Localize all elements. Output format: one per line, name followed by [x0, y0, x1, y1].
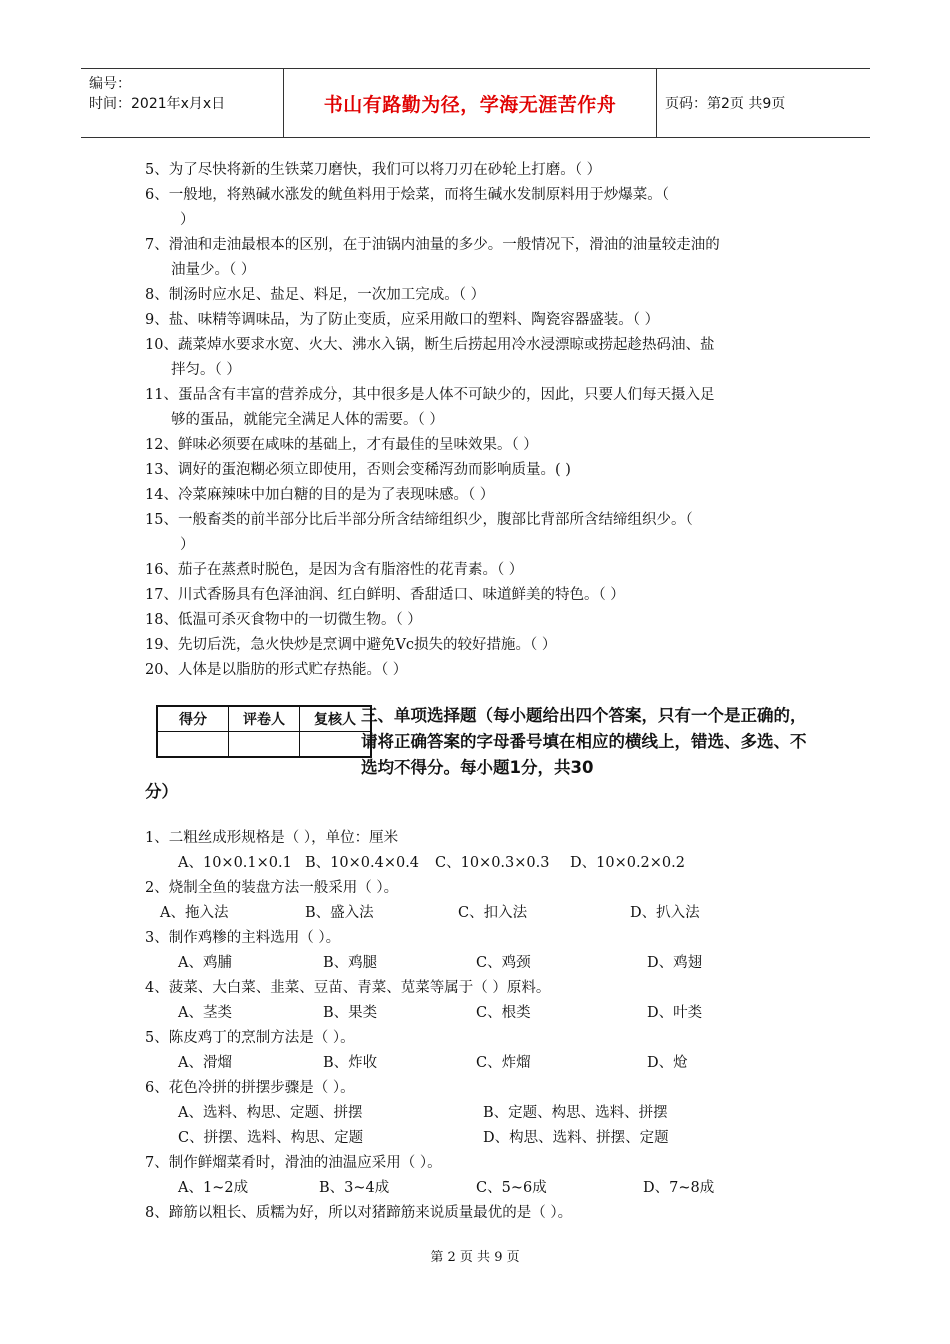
multiple-choice-list [145, 826, 825, 1226]
mc-option: D、叶类 [647, 1005, 703, 1021]
tf-item-6-cont: ） [180, 212, 195, 228]
tf-item-6: 6、一般地，将熟碱水涨发的鱿鱼料用于烩菜，而将生碱水发制原料用于炒爆菜。（ [145, 187, 669, 203]
mc-option: D、10×0.2×0.2 [570, 855, 685, 871]
mc-question-6: 6、花色冷拼的拼摆步骤是（ ）。 [145, 1080, 355, 1096]
mc-option: C、10×0.3×0.3 [435, 855, 550, 871]
tf-item-5: 5、为了尽快将新的生铁菜刀磨快，我们可以将刀刃在砂轮上打磨。（ ） [145, 162, 602, 178]
true-false-list [145, 158, 815, 683]
tf-item-13: 13、调好的蛋泡糊必须立即使用，否则会变稀泻劲而影响质量。( ) [145, 462, 571, 478]
mc-option: A、10×0.1×0.1 [178, 855, 292, 871]
mc-option: D、炝 [647, 1055, 688, 1071]
mc-options-2 [145, 901, 825, 926]
header-motto-cell [283, 69, 657, 137]
tf-item-17: 17、川式香肠具有色泽油润、红白鲜明、香甜适口、味道鲜美的特色。（ ） [145, 587, 625, 603]
mc-option: B、定题、构思、选料、拼摆 [483, 1105, 668, 1121]
reviewer-header: 复核人 [300, 706, 372, 732]
mc-option: C、根类 [476, 1005, 531, 1021]
mc-option: C、扣入法 [458, 905, 528, 921]
number-label: 编号： [89, 76, 131, 92]
mc-option: A、选料、构思、定题、拼摆 [178, 1105, 363, 1121]
mc-option: C、5~6成 [476, 1180, 547, 1196]
mc-option: B、果类 [323, 1005, 378, 1021]
mc-option: D、构思、选料、拼摆、定题 [483, 1130, 669, 1146]
section-3-title-tail: 分） [145, 782, 178, 801]
tf-item-12: 12、鲜味必须要在咸味的基础上，才有最佳的呈味效果。（ ） [145, 437, 538, 453]
tf-item-11-cont: 够的蛋品，就能完全满足人体的需要。（ ） [171, 412, 444, 428]
score-header: 得分 [157, 706, 229, 732]
tf-item-7: 7、滑油和走油最根本的区别，在于油锅内油量的多少。一般情况下，滑油的油量较走油的 [145, 237, 720, 253]
page-footer: 第 2 页 共 9 页 [430, 1250, 520, 1265]
mc-option: C、炸熘 [476, 1055, 531, 1071]
mc-option: D、7~8成 [643, 1180, 715, 1196]
mc-options-6b [145, 1126, 825, 1151]
tf-item-15-cont: ） [180, 537, 195, 553]
mc-option: A、鸡脯 [178, 955, 232, 971]
mc-question-2: 2、烧制全鱼的装盘方法一般采用（ ）。 [145, 880, 399, 896]
mc-option: B、炸收 [323, 1055, 378, 1071]
score-cell [157, 732, 229, 758]
mc-option: A、1~2成 [178, 1180, 249, 1196]
mc-question-4: 4、菠菜、大白菜、韭菜、豆苗、青菜、苋菜等属于（ ）原料。 [145, 980, 551, 996]
mc-option: B、3~4成 [319, 1180, 390, 1196]
mc-options-4 [145, 1001, 825, 1026]
mc-option: B、10×0.4×0.4 [305, 855, 420, 871]
grader-cell [229, 732, 300, 758]
tf-item-20: 20、人体是以脂肪的形式贮存热能。（ ） [145, 662, 408, 678]
tf-item-10: 10、蔬菜焯水要求水宽、火大、沸水入锅，断生后捞起用冷水浸漂晾或捞起趁热码油、盐 [145, 337, 715, 353]
tf-item-8: 8、制汤时应水足、盐足、料足，一次加工完成。（ ） [145, 287, 486, 303]
tf-item-10-cont: 拌匀。（ ） [171, 362, 241, 378]
mc-question-3: 3、制作鸡糁的主料选用（ ）。 [145, 930, 341, 946]
mc-option: C、鸡颈 [476, 955, 531, 971]
mc-option: B、鸡腿 [323, 955, 378, 971]
mc-option: B、盛入法 [305, 905, 374, 921]
header-page-info: 页码：第2页 共9页 [665, 96, 786, 112]
mc-option: D、扒入法 [630, 905, 700, 921]
mc-question-7: 7、制作鲜熘菜肴时，滑油的油温应采用（ ）。 [145, 1155, 442, 1171]
tf-item-15: 15、一般畜类的前半部分比后半部分所含结缔组织少，腹部比背部所含结缔组织少。（ [145, 512, 693, 528]
mc-options-5 [145, 1051, 825, 1076]
tf-item-18: 18、低温可杀灭食物中的一切微生物。（ ） [145, 612, 422, 628]
mc-options-7 [145, 1176, 825, 1201]
mc-options-3 [145, 951, 825, 976]
mc-option: C、拼摆、选料、构思、定题 [178, 1130, 364, 1146]
mc-option: A、茎类 [178, 1005, 232, 1021]
tf-item-16: 16、茄子在蒸煮时脱色，是因为含有脂溶性的花青素。（ ） [145, 562, 524, 578]
tf-item-9: 9、盐、味精等调味品，为了防止变质，应采用敞口的塑料、陶瓷容器盛装。（ ） [145, 312, 660, 328]
date-label: 时间：2021年x月x日 [89, 96, 226, 112]
grader-header: 评卷人 [229, 706, 300, 732]
mc-options-6a [145, 1101, 825, 1126]
mc-option: D、鸡翅 [647, 955, 703, 971]
mc-option: A、拖入法 [160, 905, 229, 921]
score-table [156, 705, 372, 758]
tf-item-19: 19、先切后洗，急火快炒是烹调中避免Vc损失的较好措施。（ ） [145, 637, 557, 653]
mc-question-5: 5、陈皮鸡丁的烹制方法是（ ）。 [145, 1030, 355, 1046]
tf-item-14: 14、冷菜麻辣味中加白糖的目的是为了表现味感。（ ） [145, 487, 495, 503]
mc-options-1 [145, 851, 825, 876]
mc-question-8: 8、蹄筋以粗长、质糯为好，所以对猪蹄筋来说质量最优的是（ ）。 [145, 1205, 573, 1221]
section-3-title: 三、单项选择题（每小题给出四个答案，只有一个是正确的，请将正确答案的字母番号填在相应的横线上，错选、多选、不选均不得分。每小题1分，共30 [361, 706, 807, 777]
tf-item-7-cont: 油量少。（ ） [171, 262, 256, 278]
page-header [81, 68, 870, 138]
header-meta [81, 69, 283, 137]
header-motto: 书山有路勤为径，学海无涯苦作舟 [323, 93, 617, 116]
mc-option: A、滑熘 [178, 1055, 232, 1071]
mc-question-1: 1、二粗丝成形规格是（ ），单位：厘米 [145, 830, 399, 846]
tf-item-11: 11、蛋品含有丰富的营养成分，其中很多是人体不可缺少的，因此，只要人们每天摄入足 [145, 387, 715, 403]
